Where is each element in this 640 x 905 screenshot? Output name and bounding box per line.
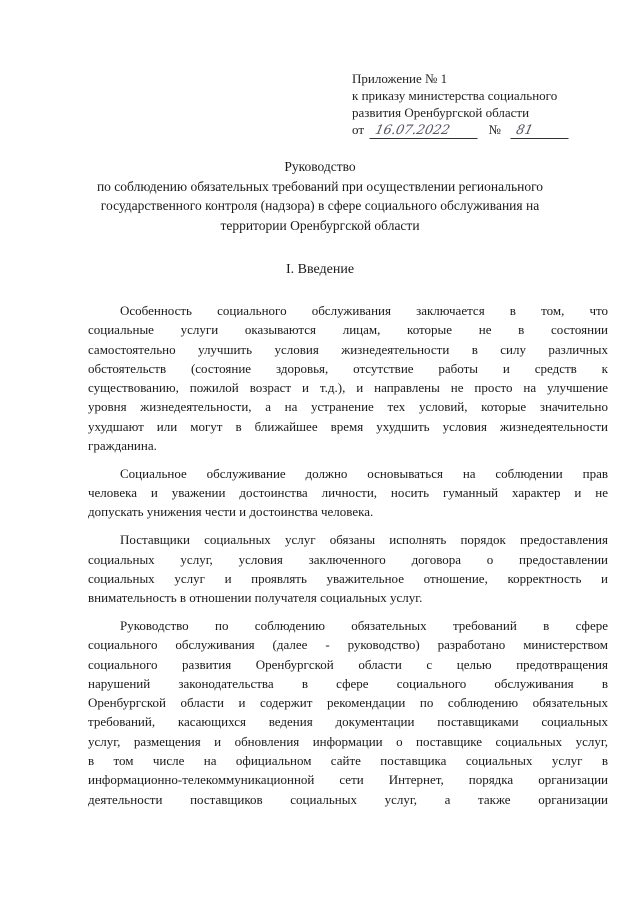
appendix-ministry: развития Оренбургской области xyxy=(352,105,530,120)
body-text xyxy=(88,301,608,817)
date-prefix: от xyxy=(352,122,365,137)
number-prefix: № xyxy=(488,122,501,137)
appendix-block xyxy=(352,70,576,139)
text-line: Особенность социального обслуживания заключается в том, что xyxy=(120,303,608,318)
paragraph-4 xyxy=(88,616,608,809)
text-line: Поставщики социальных услуг обязаны исполнять порядок предоставления xyxy=(120,532,608,548)
text-line: требований, касающихся ведения документации поставщиками социальных xyxy=(88,714,608,730)
text-line: нарушений законодательства в сфере социального обслуживания в xyxy=(88,675,608,691)
text-line: социального обслуживания (далее - руководство) разработано министерством xyxy=(88,637,608,653)
section-heading: I. Введение xyxy=(285,262,355,277)
appendix-title: Приложение № 1 xyxy=(352,71,448,86)
paragraph-3 xyxy=(88,530,608,607)
text-line: социальных услуг, условия заключенного договора о предоставлении xyxy=(88,551,608,567)
appendix-order-ref: к приказу министерства социального xyxy=(352,88,558,103)
text-line: гражданина. xyxy=(88,438,157,454)
text-line: социальных услуг и проявлять уважительное отношение, корректность и xyxy=(88,570,608,586)
document-title xyxy=(0,157,640,235)
text-line: внимательность в отношении получателя социальных услуг. xyxy=(88,590,423,606)
text-line: социальные услуги оказываются лицам, которые не в состоянии xyxy=(88,322,608,338)
text-line: Оренбургской области и содержит рекомендации по соблюдению обязательных xyxy=(88,695,608,711)
paragraph-2 xyxy=(88,464,608,522)
title-line-1: Руководство xyxy=(284,159,356,174)
text-line: самостоятельно улучшить условия жизнедеятельности в силу различных xyxy=(88,341,608,357)
text-line: существованию, пожилой возраст и т.д.), и направлены не просто на улучшение xyxy=(88,380,608,396)
text-line: информационно-телекоммуникационной сети Интернет, порядка организации xyxy=(88,772,608,788)
text-line: в том числе на официальном сайте поставщика социальных услуг в xyxy=(88,753,608,769)
text-line: ухудшают или могут в ближайшее время ухудшить условия жизнедеятельности xyxy=(88,418,608,434)
text-line: деятельности поставщиков социальных услуг, а также организации xyxy=(88,791,608,807)
text-line: социального развития Оренбургской области с целью предотвращения xyxy=(88,656,608,672)
handwritten-date: 16.07.2022 xyxy=(370,124,481,139)
appendix-date-number xyxy=(352,121,576,139)
text-line: услуг, размещения и обновления информации о поставщике социальных услуг, xyxy=(88,733,608,749)
text-line: Руководство по соблюдению обязательных требований в сфере xyxy=(120,617,608,633)
text-line: обстоятельств (состояние здоровья, отсутствие работы и средств к xyxy=(88,360,608,376)
title-line-3: государственного контроля (надзора) в сфере социального обслуживания на xyxy=(100,198,540,213)
handwritten-number: 81 xyxy=(511,124,572,139)
text-line: Социальное обслуживание должно основываться на соблюдении прав xyxy=(120,465,608,481)
title-line-2: по соблюдению обязательных требований при осуществлении регионального xyxy=(96,178,544,194)
text-line: допускать унижения чести и достоинства человека. xyxy=(88,504,374,520)
paragraph-1 xyxy=(88,301,608,455)
title-line-4: территории Оренбургской области xyxy=(220,217,420,233)
text-line: уровня жизнедеятельности, а на устранение тех условий, которые значительно xyxy=(88,399,608,415)
text-line: человека и уважении достоинства личности, носить гуманный характер и не xyxy=(88,485,608,501)
